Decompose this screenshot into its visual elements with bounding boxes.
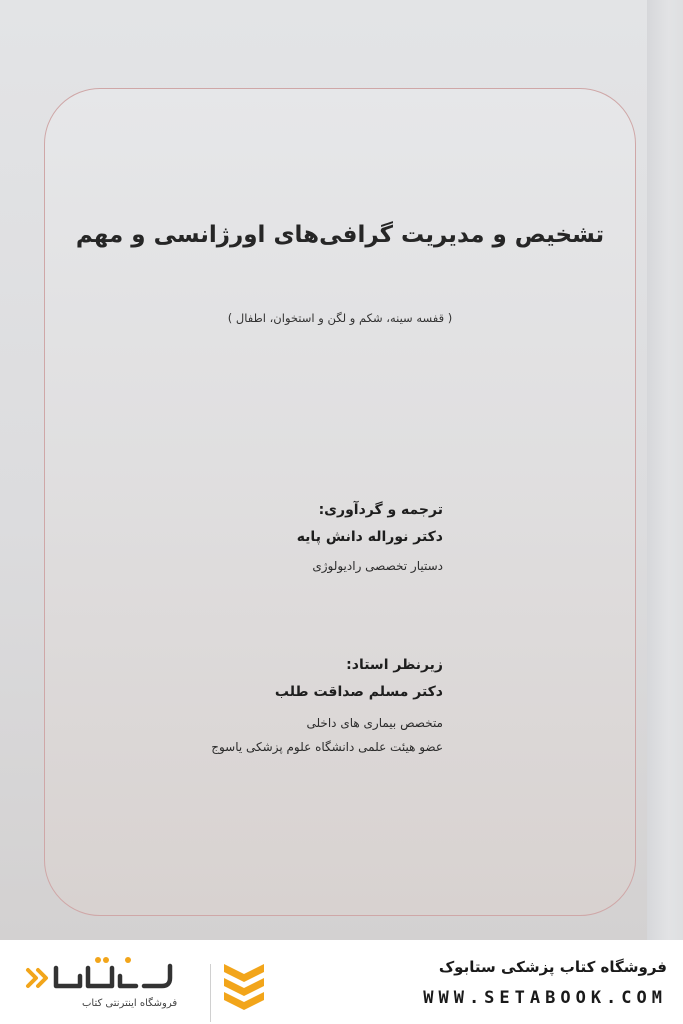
supervisor-name: دکتر مسلم صداقت طلب bbox=[274, 684, 443, 700]
book-title: تشخیص و مدیریت گرافی‌های اورژانسی و مهم bbox=[75, 222, 605, 248]
setabook-logo[interactable] bbox=[22, 950, 272, 1016]
translator-role: دستیار تخصصی رادیولوژی bbox=[312, 559, 443, 573]
shop-url-link[interactable]: WWW.SETABOOK.COM bbox=[423, 988, 667, 1008]
shop-name: فروشگاه کتاب پزشکی ستابوک bbox=[438, 958, 667, 976]
supervisor-role-specialty: متخصص بیماری های داخلی bbox=[306, 716, 443, 730]
supervisor-role-faculty: عضو هیئت علمی دانشگاه علوم پزشکی یاسوج bbox=[211, 740, 443, 754]
book-subtitle: ( قفسه سینه، شکم و لگن و استخوان، اطفال ) bbox=[227, 311, 453, 325]
setabook-wordmark-icon bbox=[22, 952, 192, 996]
logo-tagline: فروشگاه اینترنتی کتاب bbox=[82, 998, 178, 1009]
watermark-footer bbox=[0, 940, 683, 1024]
translator-name: دکتر نوراله دانش پایه bbox=[296, 529, 443, 545]
logo-divider bbox=[210, 964, 211, 1022]
layered-chevron-logo-icon bbox=[220, 960, 268, 1012]
page-edge bbox=[647, 0, 683, 940]
translator-heading: ترجمه و گردآوری: bbox=[318, 502, 443, 518]
supervisor-heading: زیرنظر استاد: bbox=[346, 657, 443, 673]
